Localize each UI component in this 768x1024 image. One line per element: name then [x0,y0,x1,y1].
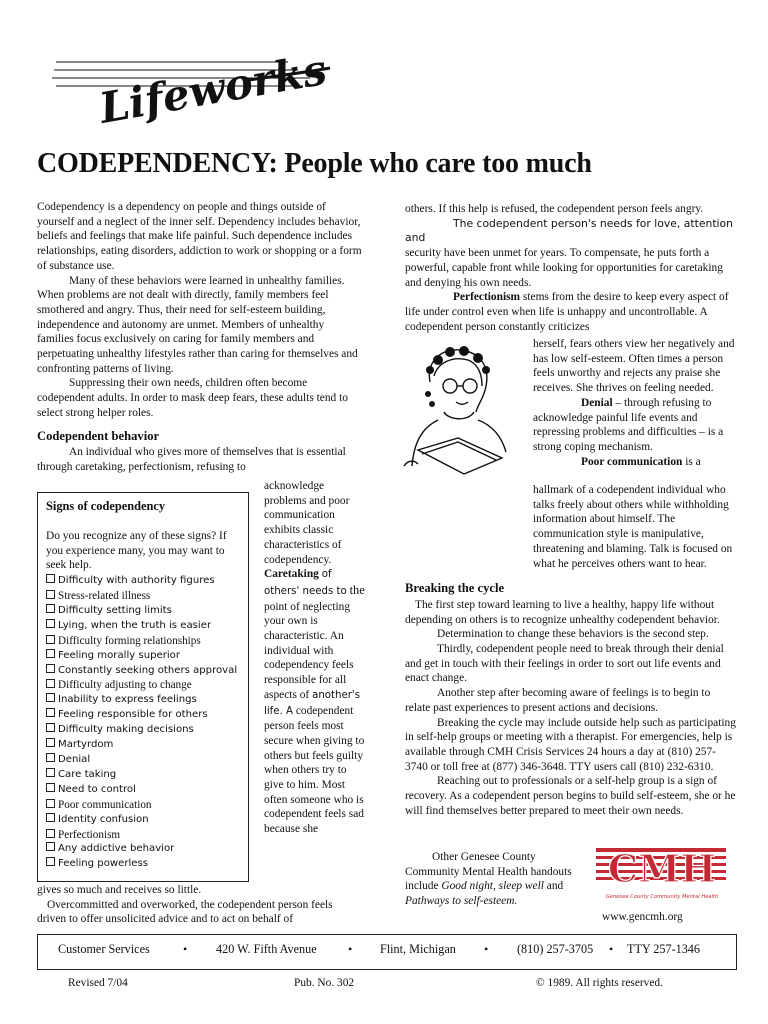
checkbox-icon [46,857,55,866]
sign-item [46,783,241,798]
sign-item [46,693,241,708]
text: the [349,582,365,597]
sign-label: Difficulty setting limits [58,604,172,616]
checkbox-icon [46,679,55,688]
left-column-tail [37,883,363,927]
cmh-handouts-text [405,850,585,909]
paragraph: An individual who gives more of themselves that is essential through caretaking, perfectionism, refusing to [37,446,346,473]
paragraph: The codependent person's needs for love, attention and [405,216,733,245]
sign-label: Difficulty making decisions [58,724,194,736]
website-url[interactable]: www.gencmh.org [602,911,683,923]
sign-label: Need to control [58,783,136,795]
sign-label: Difficulty adjusting to change [58,679,192,692]
text: with codependency feels responsible for all aspects of [264,644,354,701]
handout-title: Pathways to self-esteem. [405,895,518,908]
caretaking-label: Caretaking [264,568,319,581]
box-title: Signs of codependency [46,499,166,513]
sign-item [46,738,241,753]
checkbox-icon [46,768,55,777]
sign-item [46,798,241,813]
paragraph: Many of these behaviors were learned in unhealthy families. When problems are not dealt with directly, family members feel smothered and angry. Thus, their need for self-esteem building, independence and autonomy are unmet. Members of unhealthy families focus exclusively on caring for family members and perpetuating unhealthy lifestyles rather than caring for themselves and confronting patterns of living. [37,274,358,375]
checkbox-icon [46,574,55,583]
poor-communication-label: Poor communication [581,455,683,468]
checkbox-icon [46,813,55,822]
sign-item [46,664,241,679]
sign-item [46,753,241,768]
checkbox-icon [46,604,55,613]
right-column-lower [405,483,738,818]
sign-item [46,678,241,693]
sign-item [46,649,241,664]
sign-item [46,857,241,872]
handout-title: Good night, sleep well [441,880,544,893]
footer-customer-services: Customer Services [58,942,150,956]
text: another's life. A [264,689,361,717]
cmh-logo-text: CMH [607,846,717,891]
text: Other Genesee County Community Mental Health handouts include [405,851,572,893]
sign-label: Poor communication [58,798,152,811]
footer-city: Flint, Michigan [380,942,456,956]
checkbox-icon [46,590,55,599]
right-narrow-text [533,337,738,469]
sign-label: Identity confusion [58,813,149,825]
paragraph: security have been unmet for years. To compensate, he puts forth a powerful, capable front while looking for opportunities for caretaking and denying his own needs. [405,247,723,289]
checkbox-icon [46,635,55,644]
sign-item [46,619,241,634]
sign-label: Stress-related illness [58,590,151,603]
section-heading-codependent-behavior: Codependent behavior [37,428,160,443]
text: acknowledge problems and poor communication exhibits classic characteristics of codependency. [264,480,350,566]
cmh-logo [592,842,732,909]
sign-item [46,723,241,738]
text: codependent person feels most secure when giving to others but feels guilty when others try to give to him. Most often someone who is codependent feels sad because she [264,704,365,836]
footer-bullet: • [183,942,188,956]
checkbox-icon [46,693,55,702]
text: is a [685,455,701,468]
text: gives so much and receives so little. [37,884,202,896]
paragraph: The first step toward learning to live a healthy, happy life without depending on others is to recognize unhealthy codependent behavior. [405,598,720,626]
sign-label: Constantly seeking others approval [58,664,238,676]
sign-item [46,768,241,783]
revised-date: Revised 7/04 [68,977,128,989]
cmh-logo-subtitle: Genesee County Community Mental Health [605,894,719,900]
sign-item [46,604,241,619]
text: – through refusing to acknowledge painful life events and repressing problems and difficulties – is a strong coping mechanism. [533,396,724,453]
box-intro: Do you recognize any of these signs? If you experience many, you may want to seek help. [46,530,227,572]
perfectionism-label: Perfectionism [453,291,521,304]
right-column [405,202,735,334]
footer-bullet: • [609,942,614,956]
paragraph: Another step after becoming aware of feelings is to begin to relate past experiences to present actions and decisions. [405,687,711,714]
checkbox-icon [46,799,55,808]
page-title: CODEPENDENCY: People who care too much [37,148,592,179]
checkbox-icon [46,783,55,792]
sign-label: Lying, when the truth is easier [58,619,212,631]
lifeworks-logo [48,48,338,131]
sign-item [46,813,241,828]
intro-paragraph: Codependency is a dependency on people and things outside of yourself and a neglect of the inner self. Dependency includes behavior, beliefs and feelings that make life painful. Such dependence includes relationships, eating disorders, addiction to work or shopping or a form of substance use. [37,201,362,272]
checkbox-icon [46,649,55,658]
paragraph: herself, fears others view her negatively and has low self-esteem. Often times a person feels unworthy and rejects any praise she receives. She thrives on feeling needed. [533,338,735,395]
paragraph: Reaching out to professionals or a self-help group is a sign of recovery. As a codependent person begins to build self-esteem, she or he will find themselves better prepared to meet their own needs. [405,775,736,817]
copyright: © 1989. All rights reserved. [536,977,663,989]
sign-label: Inability to express feelings [58,694,197,706]
checkbox-icon [46,738,55,747]
section-heading-breaking-the-cycle: Breaking the cycle [405,581,505,596]
footer-address: 420 W. Fifth Avenue [216,942,317,956]
logo-text: Lifeworks [95,48,331,126]
publication-number: Pub. No. 302 [294,977,355,989]
paragraph: Thirdly, codependent people need to break through their denial and get in touch with their feelings in order to sort out life events and enact change. [405,643,724,685]
sign-label: Difficulty forming relationships [58,634,201,647]
sign-label: Martyrdom [58,739,114,751]
sign-item [46,574,241,589]
signs-list [46,574,241,872]
woman-reading-illustration [398,342,528,487]
signs-of-codependency-box [37,492,249,882]
sign-label: Difficulty with authority figures [58,575,215,587]
text: stems from the desire to keep every aspect of life under control even when life is unhappy and uncontrollable. A codependent person constantly criticizes [405,291,729,333]
sign-label: Any addictive behavior [58,843,175,855]
sign-item [46,634,241,649]
text: of others' needs to [264,569,347,597]
paragraph: hallmark of a codependent individual who talks freely about others while withholding information about himself. The communication style is manipulative, threatening and blaming. Talk is focused on what he perceives others want to hear. [533,484,733,570]
paragraph: Suppressing their own needs, children often become codependent adults. In order to mask deep fears, these adults tend to select strong helper roles. [37,377,348,419]
footer-bullet: • [484,942,489,956]
sign-item [46,828,241,843]
text: point of neglecting your own is characteristic. An individual [264,600,351,657]
footer-tty: TTY 257-1346 [627,942,700,956]
checkbox-icon [46,842,55,851]
paragraph: others. If this help is refused, the codependent person feels angry. [405,203,704,215]
paragraph: Determination to change these behaviors is the second step. [437,628,709,641]
sign-label: Feeling responsible for others [58,709,208,721]
sign-item [46,589,241,604]
sign-label: Denial [58,753,91,765]
checkbox-icon [46,664,55,673]
denial-label: Denial [581,396,613,409]
sign-label: Care taking [58,768,117,780]
left-column [37,200,363,475]
sign-item [46,842,241,857]
sign-label: Perfectionism [58,828,121,841]
text: Overcommitted and overworked, the codependent person feels driven to offer unsolicited advice and to act on behalf of [37,898,333,926]
checkbox-icon [46,723,55,732]
footer-bullet: • [348,942,353,956]
sign-label: Feeling morally superior [58,649,180,661]
checkbox-icon [46,708,55,717]
narrow-column [264,479,366,837]
sign-label: Feeling powerless [58,858,149,870]
sign-item [46,708,241,723]
checkbox-icon [46,829,55,838]
checkbox-icon [46,619,55,628]
footer-phone: (810) 257-3705 [517,942,594,956]
checkbox-icon [46,753,55,762]
paragraph: Breaking the cycle may include outside help such as participating in self-help groups or meeting with a therapist. For emergencies, help is available through CMH Crisis Services 24 hours a day at (810) 257-3740 or toll free at (877) 346-3648. TTY users call (810) 232-6310. [405,716,736,773]
text: and [546,880,564,893]
